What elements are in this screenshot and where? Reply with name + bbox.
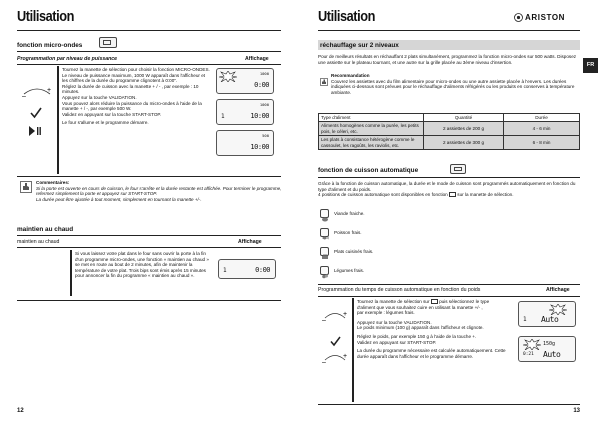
svg-text:+: + xyxy=(47,87,52,94)
ready-meal-icon xyxy=(320,247,329,256)
step-2: Le niveau de puissance maximum, 1000 W apparaît dans l'afficheur et les chiffres de la durée du programme clignotent à 0:00". xyxy=(62,72,206,84)
auto-cooking-icon xyxy=(450,164,466,174)
step-3: Réglez la durée de cuisson avec la manette + / - , par exemple : 10 minutes. xyxy=(62,83,199,95)
table-row xyxy=(319,136,580,150)
svg-text:+: + xyxy=(343,311,348,318)
lcd-display-5: Auto 1 xyxy=(518,301,576,327)
auto-step-5: Réglez le poids, par exemple 150 g à l'aide de la touche +. xyxy=(357,333,477,339)
food-item-fish: Poisson frais. xyxy=(334,230,362,235)
keep-warm-display-header: Affichage xyxy=(238,239,262,245)
table-cell: Les plats à consistance hétérogène comme le cassoulet, les ragoûts, les raviolis, etc. xyxy=(319,136,424,150)
auto-program-header: Programmation du temps de cuisson automatique en fonction du poids xyxy=(318,287,481,293)
recommendation-label: Recommandation xyxy=(331,73,370,78)
auto-step-1: Tournez la manette de sélection sur xyxy=(357,299,430,304)
lcd2-power: 1000 xyxy=(259,102,269,107)
lcd6-text: Auto xyxy=(543,350,561,359)
comments-block xyxy=(36,180,282,202)
checkmark-validate-icon xyxy=(330,334,341,345)
start-stop-icon xyxy=(28,124,42,136)
table-header: Durée xyxy=(504,114,580,122)
table-header-row xyxy=(319,114,580,122)
page-number-right: 13 xyxy=(573,408,580,414)
lcd5-text: Auto xyxy=(541,315,559,324)
recommendation-block xyxy=(331,73,580,95)
step-1: Tournez la manette de sélection pour choisir la fonction MICRO-ONDES. xyxy=(62,67,210,72)
recommendation-text: Couvrez les assiettes avec du film alimentaire pour micro-ondes ou une autre assiette placée à l'envers. Les durées indiquées ci-dessous sont prévues pour le réchauffage d'aliments réfrigérés ou les produits en conserves à température ambiante. xyxy=(331,78,575,95)
vegetables-icon xyxy=(320,266,329,275)
auto-intro-text: Grâce à la fonction de cuisson automatique, la durée et le mode de cuisson sont programmés automatiquement en fonction du type d'aliment et du poids. xyxy=(318,181,576,192)
table-cell: 4 - 6 min xyxy=(504,122,580,136)
food-item-meat: Viande fraiche. xyxy=(334,211,365,216)
microwave-steps xyxy=(62,67,210,126)
lcd3-time: 10:00 xyxy=(250,143,269,151)
table-cell: 6 - 8 min xyxy=(504,136,580,150)
blink-burst-icon xyxy=(219,71,237,82)
page-title-left: Utilisation xyxy=(17,8,74,25)
table-cell: 2 assiettes de 300 g xyxy=(424,136,504,150)
reheat-heading-bar xyxy=(318,40,580,50)
food-item-ready-meal: Plats cuisinés frais. xyxy=(334,249,374,254)
svg-text:+: + xyxy=(343,353,348,360)
page-title-right: Utilisation xyxy=(318,8,375,25)
auto-step-7: La durée du programme nécessaire est calculée automatiquement. Cette durée apparaît dans l'afficheur et le programme démarre. xyxy=(357,348,506,359)
recommendation-icon xyxy=(320,73,328,81)
selector-knob-icon xyxy=(449,192,456,197)
food-item-vegetables: Légumes frais. xyxy=(334,268,365,273)
blink-burst-icon xyxy=(523,339,541,350)
auto-cooking-heading: fonction de cuisson automatique xyxy=(318,167,419,174)
auto-intro xyxy=(318,181,580,198)
auto-step-1b: puis sélectionnez le type d'aliment que vous souhaitez cuire en utilisant la manette +/- , xyxy=(357,299,490,310)
brand-logo-icon xyxy=(514,13,523,22)
meat-icon xyxy=(320,209,329,218)
lcd-display-3 xyxy=(216,130,274,156)
table-header: Quantité xyxy=(424,114,504,122)
comments-text-2: La durée peut être ajustée à tout moment, simplement en tournant la manette +/-. xyxy=(36,196,202,202)
reheat-intro: Pour de meilleurs résultats en réchauffant 2 plats simultanément, programmez la fonction micro-ondes sur 500 watts. Disposez une assiette sur le plateau tournant, et une autre sur la grille placée au 3ème niveau d'insertion. xyxy=(318,54,577,65)
comments-hand-icon xyxy=(20,180,32,192)
auto-step-6: Validez en appuyant sur START-STOP. xyxy=(357,339,437,345)
lcd3-power: 500 xyxy=(262,133,269,138)
fish-icon xyxy=(320,228,329,237)
lcd2-time: 10:00 xyxy=(250,112,269,120)
brand-name: ARISTON xyxy=(525,13,566,22)
table-cell: Aliments homogènes comme la purée, les petits pois, le céleri, etc. xyxy=(319,122,424,136)
plus-minus-dial-icon xyxy=(322,350,348,364)
step-7: Le four s'allume et le programme démarre. xyxy=(62,120,149,126)
step-5: Vous pouvez alors réduire la puissance du micro-ondes à l'aide de la manette + / -, par exemple 500 W. xyxy=(62,100,202,112)
lcd-display-2: 1000 10:00 1 xyxy=(216,99,274,125)
lcd1-power: 1000 xyxy=(259,71,269,76)
program-header: Programmation par niveau de puissance xyxy=(17,56,118,62)
microwave-icon xyxy=(99,37,117,48)
lcd6-small: 0:21 xyxy=(523,352,534,357)
lcd-display-1 xyxy=(216,68,274,94)
page-number-left: 12 xyxy=(17,408,24,414)
comments-text: Si la porte est ouverte en cours de cuisson, le four s'arrête et la durée restante est affichée. Pour terminer le programme, refermez simplement la porte et appuyez sur START-STOP. xyxy=(36,185,282,197)
auto-intro-text-3: sur la manette de sélection. xyxy=(457,192,514,198)
table-header: Type d'aliment xyxy=(319,114,424,122)
auto-display-header: Affichage xyxy=(546,287,570,293)
svg-text:–: – xyxy=(322,317,326,322)
table-cell: 2 assiettes de 200 g xyxy=(424,122,504,136)
blink-burst-icon xyxy=(549,304,567,315)
display-header: Affichage xyxy=(245,56,269,62)
selector-knob-icon xyxy=(431,299,438,304)
microwave-section-heading: fonction micro-ondes xyxy=(17,42,83,49)
brand-logo xyxy=(514,13,565,22)
lcd4-time: 0:00 xyxy=(255,266,270,274)
auto-step-4: Le poids minimum (100 g) apparaît dans l'afficheur et clignote. xyxy=(357,325,484,331)
step-6: Validez en appuyant sur la touche START-STOP. xyxy=(62,111,162,117)
language-tab: FR xyxy=(583,58,598,73)
lcd1-time: 0:00 xyxy=(254,81,269,89)
right-page xyxy=(300,0,600,424)
lcd-display-4: 0:00 1 xyxy=(218,259,276,279)
auto-step-3: Appuyez sur la touche VALIDATION. xyxy=(357,319,432,325)
auto-intro-text-2: 4 positions de cuisson automatique sont disponibles en fonction xyxy=(318,192,448,198)
auto-steps xyxy=(357,299,507,359)
keep-warm-text: Si vous laissez votre plat dans le four sans ouvrir la porte à la fin d'un programme micro-ondes, une fonction « maintien au chaud » se met en route au bout de 2 minutes, afin de maintenir la température de votre plat. Trois bips sont émis après 15 minutes pour annoncer la fin du programme « maintien au chaud ». xyxy=(75,251,209,279)
comments-label: Commentaires: xyxy=(36,180,70,185)
svg-text:–: – xyxy=(22,93,26,98)
checkmark-validate-icon xyxy=(30,106,42,118)
auto-step-2: par exemple : légumes frais. xyxy=(357,310,415,316)
step-4: Appuyez sur la touche VALIDATION. xyxy=(62,94,137,100)
plus-minus-dial-icon xyxy=(322,308,348,322)
keep-warm-heading: maintien au chaud xyxy=(17,226,74,233)
reheat-heading: réchauffage sur 2 niveaux xyxy=(320,41,399,49)
lcd-display-6 xyxy=(518,336,576,362)
lcd6-weight: 150 xyxy=(543,341,553,347)
table-row xyxy=(319,122,580,136)
keep-warm-subheading: maintien au chaud xyxy=(17,239,60,245)
reheat-table xyxy=(318,113,580,150)
lcd6-unit: g xyxy=(552,341,556,347)
plus-minus-dial-icon xyxy=(22,84,52,96)
svg-text:–: – xyxy=(322,359,326,364)
